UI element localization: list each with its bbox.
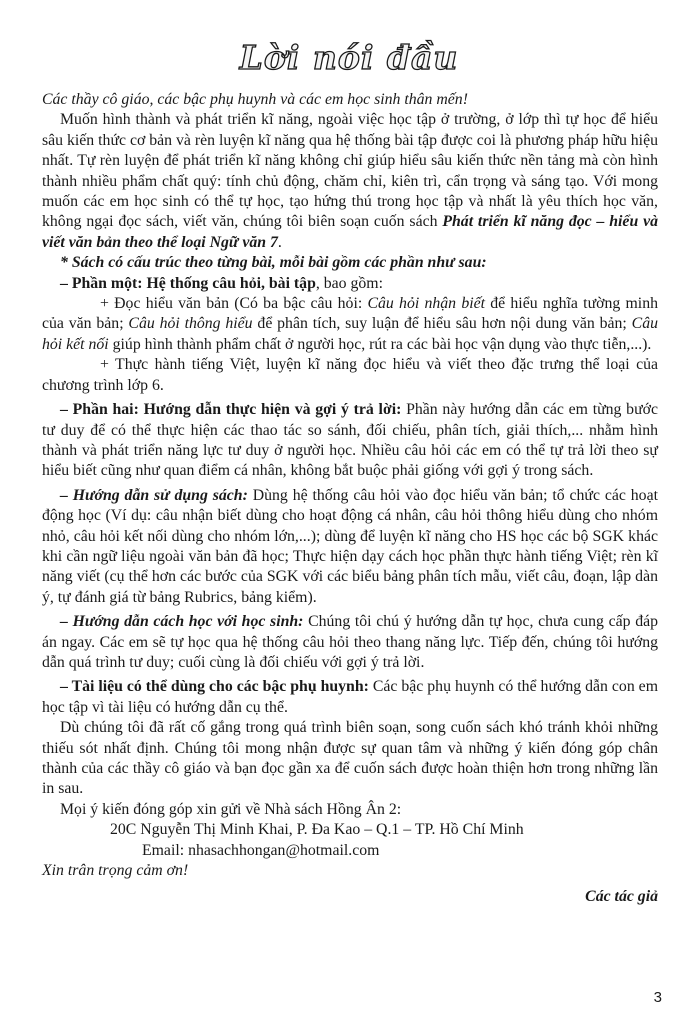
part1-item-reading: + Đọc hiểu văn bản (Có ba bậc câu hỏi: Câu hỏi nhận biết để hiểu nghĩa tường minh của văn bản; Câu hỏi thông hiểu để phân tích, suy luận để hiểu sâu hơn nội dung văn bản; Câu hỏi kết nối giúp hình thành phẩm chất ở người học, rút ra các bài học vận dụng vào thực tiễn,...).	[42, 295, 658, 353]
students-paragraph: – Hướng dẫn cách học với học sinh: Chúng tôi chú ý hướng dẫn tự học, chưa cung cấp đáp án ngay. Các em sẽ tự học qua hệ thống câu hỏi theo thang năng lực. Tiếp đến, chúng tôi hướng dẫn quá trình tư duy; cuối cùng là đối chiếu với gợi ý trả lời.	[42, 613, 658, 671]
address: 20C Nguyễn Thị Minh Khai, P. Đa Kao – Q.1 – TP. Hồ Chí Minh	[110, 821, 524, 839]
part1-item-practice: + Thực hành tiếng Việt, luyện kĩ năng đọc hiểu và viết theo đặc trưng thể loại của chương trình lớp 6.	[42, 356, 658, 394]
book-title: Phát triển kĩ năng đọc – hiểu và viết văn bản theo thể loại Ngữ văn 7	[42, 213, 658, 251]
page-title: Lời nói đầu	[239, 38, 459, 77]
structure-heading: * Sách có cấu trúc theo từng bài, mỗi bài gồm các phần như sau:	[60, 254, 487, 272]
signature: Các tác giả	[585, 888, 658, 906]
greeting: Các thầy cô giáo, các bậc phụ huynh và các em học sinh thân mến!	[42, 91, 468, 108]
parents-paragraph: – Tài liệu có thể dùng cho các bậc phụ huynh: Các bậc phụ huynh có thể hướng dẫn con em học tập vì tài liệu có hướng dẫn cụ thể.	[42, 678, 658, 716]
usage-paragraph: – Hướng dẫn sử dụng sách: Dùng hệ thống câu hỏi vào đọc hiểu văn bản; tổ chức các hoạt động học (Ví dụ: câu nhận biết dùng cho hoạt động cá nhân, câu hỏi thông hiểu dùng cho nhóm nhỏ, câu hỏi kết nối dùng cho nhóm lớn,...); dùng để luyện kĩ năng cho HS học các bộ SGK khác khi cần ngữ liệu ngoài văn bản đã học; Thực hiện dạy cách học phần thực hành tiếng Việt; rèn kĩ năng viết (cụ thể hơn các bước của SGK với các biểu bảng phân tích mẫu, viết câu, đoạn, lập dàn ý, tự đánh giá từ bảng Rubrics, bảng kiểm).	[42, 486, 658, 606]
email: Email: nhasachhongan@hotmail.com	[142, 841, 380, 859]
closing-paragraph: Dù chúng tôi đã rất cố gắng trong quá trình biên soạn, song cuốn sách khó tránh khỏi những thiếu sót nhất định. Chúng tôi mong nhận được sự quan tâm và những ý kiến đóng góp chân thành của các thầy cô giáo và bạn đọc gần xa để cuốn sách được hoàn thiện hơn trong những lần in sau.	[42, 719, 658, 798]
thanks: Xin trân trọng cảm ơn!	[42, 862, 189, 880]
document-body	[42, 90, 658, 908]
contact-intro: Mọi ý kiến đóng góp xin gửi về Nhà sách Hồng Ân 2:	[60, 800, 402, 818]
page-number: 3	[653, 989, 662, 1006]
intro-paragraph: Muốn hình thành và phát triển kĩ năng, ngoài việc học tập ở trường, ở lớp thì tự học để hiểu sâu kiến thức cơ bản và rèn luyện kĩ năng qua hệ thống bài tập được coi là phương pháp hữu hiệu nhất. Tự rèn luyện để phát triển kĩ năng không chỉ giúp hiểu sâu kiến thức nền tảng mà còn hình thành nhiều phẩm chất quý: tính chủ động, chăm chỉ, kiên trì, cẩn trọng và sáng tạo. Với mong muốn các em học sinh có thể tự học, tạo hứng thú trong học tập và nhất là yêu thích học văn, không ngại đọc sách, viết văn, chúng tôi biên soạn cuốn sách Phát triển kĩ năng đọc – hiểu và viết văn bản theo thể loại Ngữ văn 7.	[42, 111, 658, 251]
part2-paragraph: – Phần hai: Hướng dẫn thực hiện và gợi ý trả lời: Phần này hướng dẫn các em từng bước tư duy để có thể thực hiện các thao tác so sánh, đối chiếu, phân tích, giải thích,... nhằm hình thành và phát triển năng lực tư duy ở người học. Nhiều câu hỏi các em có thể tự trả lời theo sự hiểu biết cũng như quan điểm cá nhân, không bắt buộc phải giống với gợi ý trong sách.	[42, 401, 659, 480]
part1-heading: – Phần một: Hệ thống câu hỏi, bài tập, bao gồm:	[60, 274, 383, 292]
